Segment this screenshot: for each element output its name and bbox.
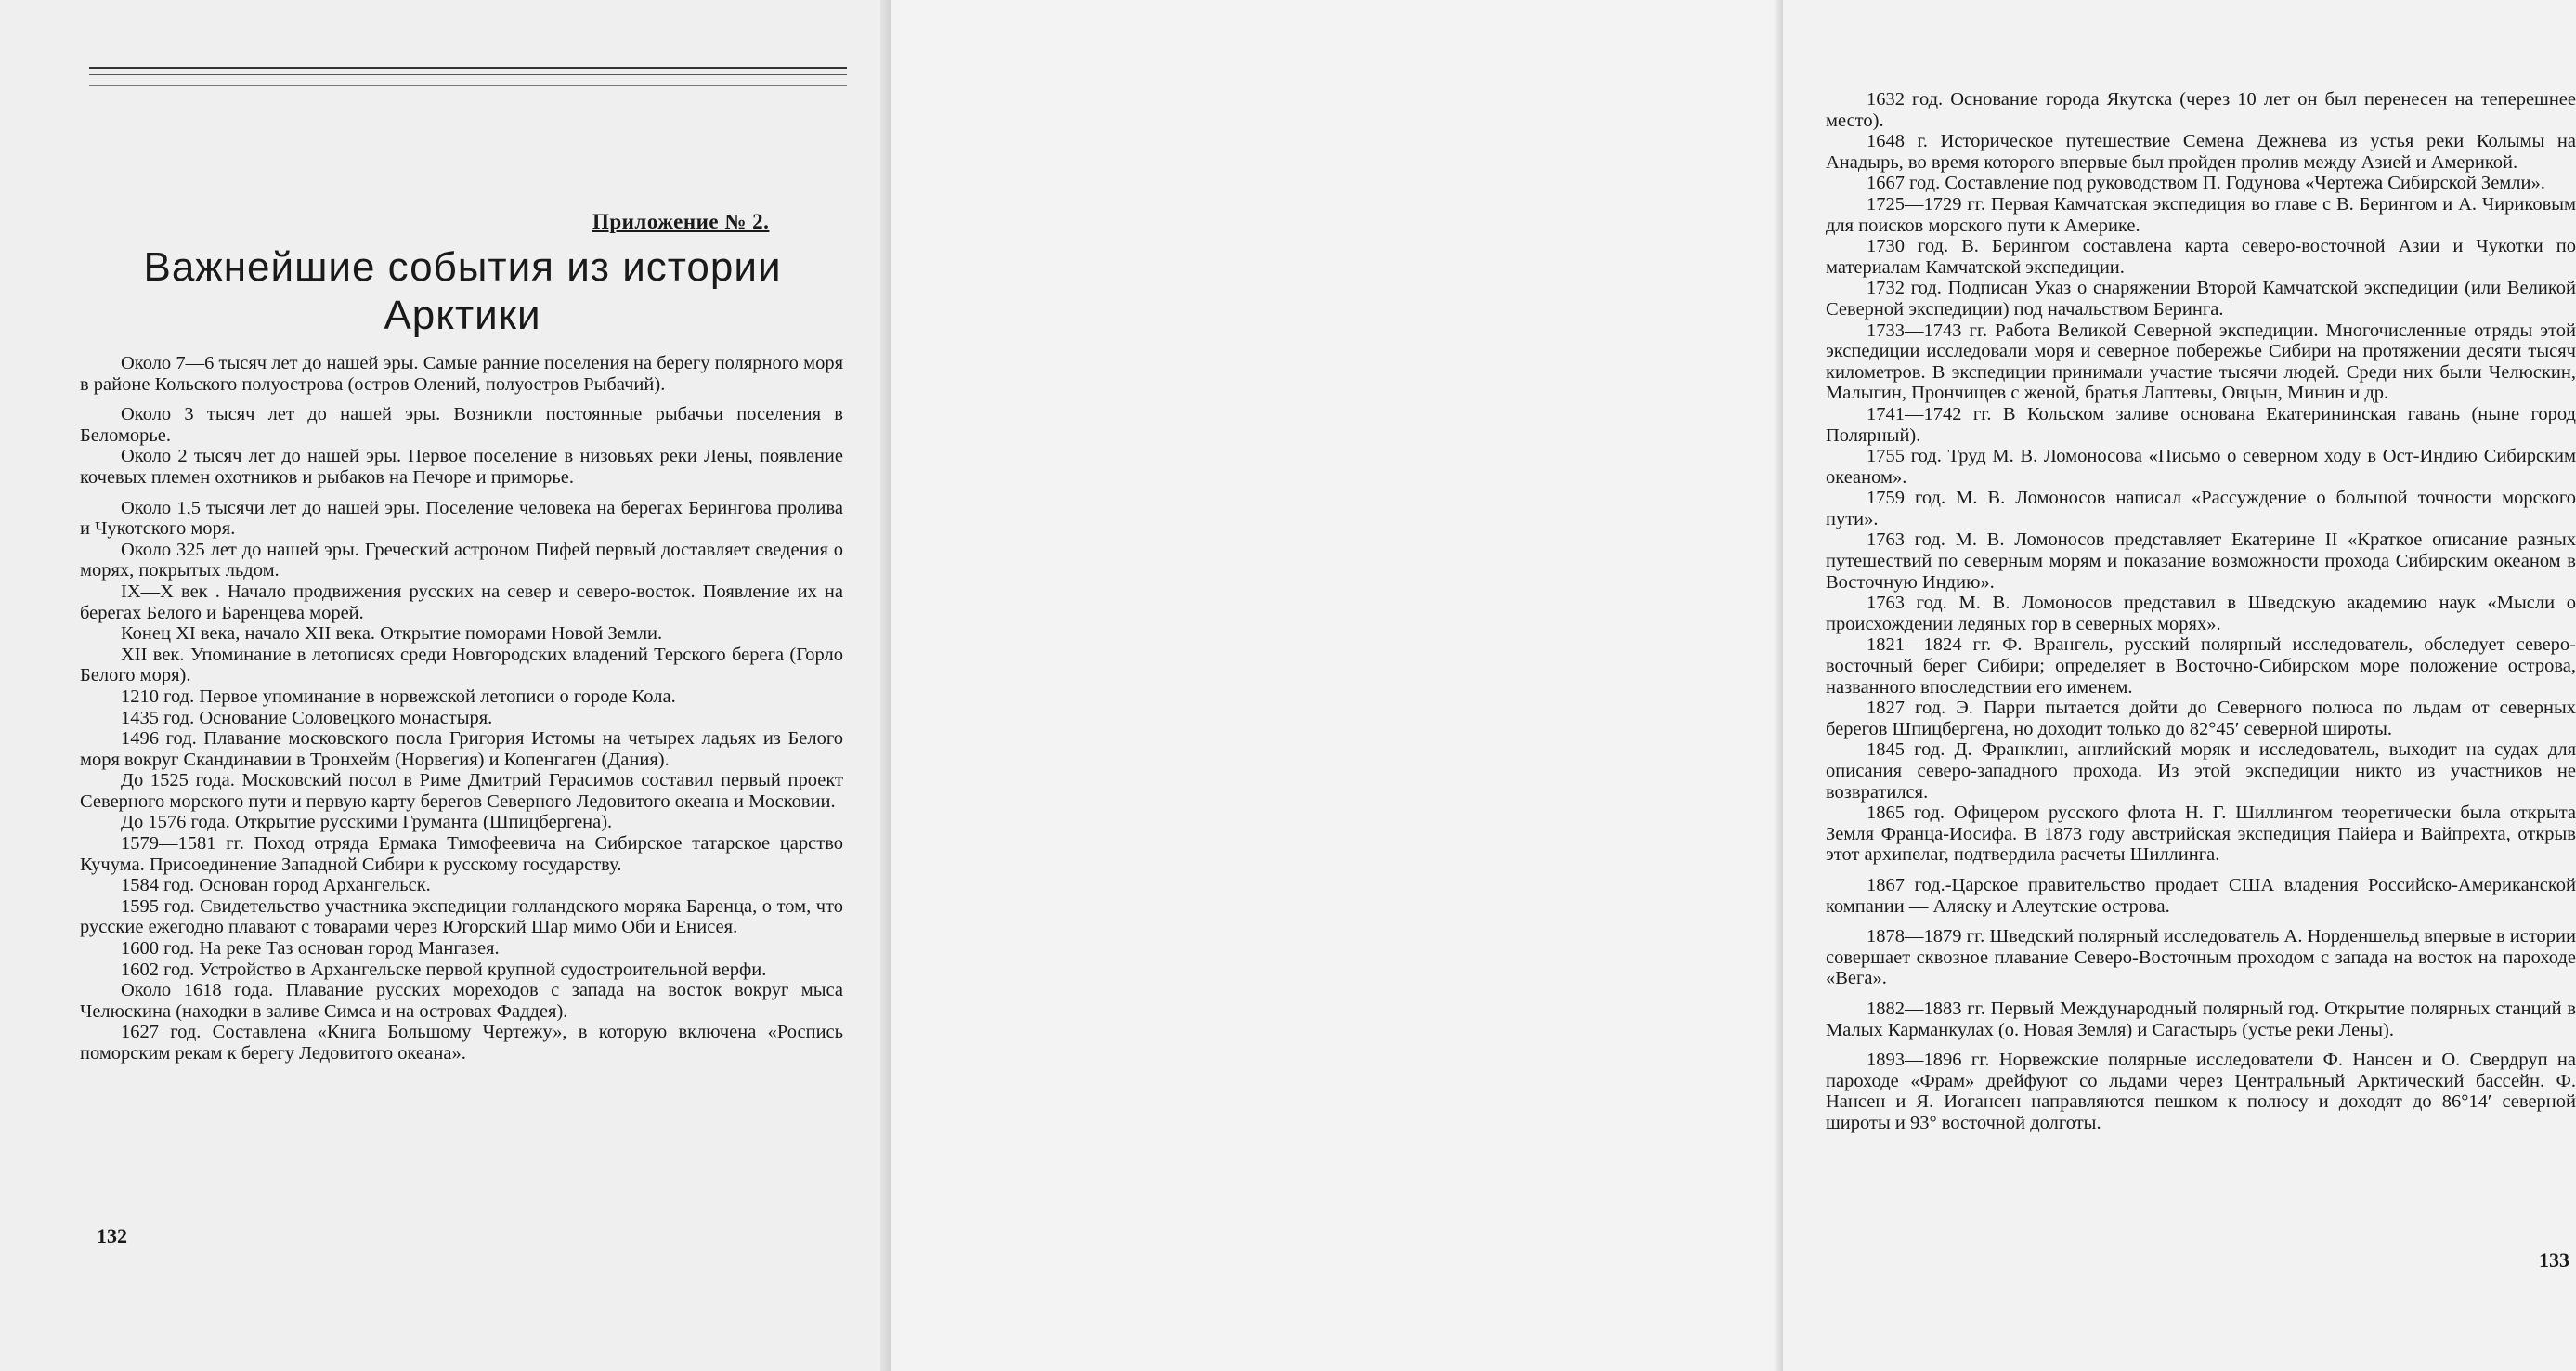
timeline-entry: 1827 год. Э. Парри пытается дойти до Северного полюса по льдам от северных берегов Шпицбергена, но доходит только до 82°45′ северной широты. — [1826, 698, 2576, 739]
timeline-entry: 1602 год. Устройство в Архангельске первой крупной судостроительной верфи. — [121, 959, 767, 980]
right-entries — [1826, 89, 2576, 1134]
timeline-entry: 1865 год. Офицером русского флота Н. Г. Шиллингом теоретически была открыта Земля Франца-Иосифа. В 1873 году австрийская экспедиция Пайера и Вайпрехта, открыв этот архипелаг, подтвердила расчеты Шиллинга. — [1826, 803, 2576, 866]
timeline-entry: 1496 год. Плавание московского посла Григория Истомы на четырех ладьях из Белого моря вокруг Скандинавии в Тронхейм (Норвегия) и Копенгаген (Дания). — [80, 728, 843, 770]
timeline-entry: 1733—1743 гг. Работа Великой Северной экспедиции. Многочисленные отряды этой экспедиции исследовали моря и северное побережье Сибири на протяжении десяти тысяч километров. В экспедиции принимали участие тысячи людей. Среди них были Челюскин, Малыгин, Прончищев с женой, братья Лаптевы, Овцын, Минин и др. — [1826, 320, 2576, 404]
timeline-entry: 1759 год. М. В. Ломоносов написал «Рассуждение о большой точности морского пути». — [1826, 488, 2576, 529]
timeline-entry: Около 1,5 тысячи лет до нашей эры. Поселение человека на берегах Берингова пролива и Чукотского моря. — [80, 497, 843, 540]
header-rule-tertiary — [89, 85, 847, 86]
timeline-entry: 1648 г. Историческое путешествие Семена Дежнева из устья реки Колымы на Анадырь, во время которого впервые был пройден пролив между Азией и Америкой. — [1826, 131, 2576, 173]
timeline-entry: IX—X век . Начало продвижения русских на север и северо-восток. Появление их на берегах Белого и Баренцева морей. — [80, 581, 843, 623]
timeline-entry: 1600 год. На реке Таз основан город Мангазея. — [121, 938, 500, 960]
timeline-entry: 1584 год. Основан город Архангельск. — [121, 875, 431, 896]
header-rule-secondary — [89, 74, 847, 75]
timeline-entry: Около 7—6 тысяч лет до нашей эры. Самые ранние поселения на берегу полярного моря в районе Кольского полуострова (остров Олений, полуостров Рыбачий). — [80, 353, 843, 395]
timeline-entry: Около 3 тысяч лет до нашей эры. Возникли постоянные рыбачьи поселения в Беломорье. — [80, 404, 843, 446]
timeline-entry: 1741—1742 гг. В Кольском заливе основана Екатерининская гавань (ныне город Полярный). — [1826, 403, 2576, 446]
timeline-entry: 1579—1581 гг. Поход отряда Ермака Тимофеевича на Сибирское татарское царство Кучума. Присоединение Западной Сибири к русскому государству. — [80, 833, 843, 875]
timeline-entry: До 1576 года. Открытие русскими Груманта (Шпицбергена). — [121, 812, 613, 833]
timeline-entry: 1763 год. М. В. Ломоносов представил в Шведскую академию наук «Мысли о происхождении ледяных гор в северных морях». — [1826, 593, 2576, 634]
timeline-entry: Около 2 тысяч лет до нашей эры. Первое поселение в низовьях реки Лены, появление кочевых племен охотников и рыбаков на Печоре и приморье. — [80, 446, 843, 488]
timeline-entry: До 1525 года. Московский посол в Риме Дмитрий Герасимов составил первый проект Северного морского пути и первую карту берегов Северного Ледовитого океана и Московии. — [80, 770, 843, 812]
right-page — [891, 0, 2576, 1371]
timeline-entry: 1763 год. М. В. Ломоносов представляет Екатерине II «Краткое описание разных путешествий по северным морям и показание возможности прохода Сибирским океаном в Восточную Индию». — [1826, 529, 2576, 593]
timeline-entry: 1845 год. Д. Франклин, английский моряк и исследователь, выходит на судах для описания северо-западного прохода. Из этой экспедиции никто из участников не возвратился. — [1826, 739, 2576, 803]
left-page — [0, 0, 891, 1371]
header-rule — [89, 67, 847, 69]
timeline-entry: Конец XI века, начало XII века. Открытие поморами Новой Земли. — [121, 623, 663, 645]
timeline-entry: Около 1618 года. Плавание русских мореходов с запада на восток вокруг мыса Челюскина (находки в заливе Симса и на островах Фаддея). — [80, 980, 843, 1022]
timeline-entry: 1730 год. В. Берингом составлена карта северо-восточной Азии и Чукотки по материалам Камчатской экспедиции. — [1826, 236, 2576, 278]
timeline-entry: 1632 год. Основание города Якутска (через 10 лет он был перенесен на теперешнее место). — [1826, 89, 2576, 131]
timeline-entry: Около 325 лет до нашей эры. Греческий астроном Пифей первый доставляет сведения о морях, покрытых льдом. — [80, 539, 843, 581]
timeline-entry: 1755 год. Труд М. В. Ломоносова «Письмо о северном ходу в Ост-Индию Сибирским океаном». — [1826, 446, 2576, 488]
timeline-entry: 1667 год. Составление под руководством П. Годунова «Чертежа Сибирской Земли». — [1867, 173, 2545, 194]
timeline-entry: 1882—1883 гг. Первый Международный полярный год. Открытие полярных станций в Малых Карманкулах (о. Новая Земля) и Сагастырь (устье реки Лены). — [1826, 998, 2576, 1040]
timeline-entry: 1627 год. Составлена «Книга Большому Чертежу», в которую включена «Роспись поморским рекам к берегу Ледовитого океана». — [80, 1022, 843, 1064]
timeline-entry: 1893—1896 гг. Норвежские полярные исследователи Ф. Нансен и О. Свердруп на пароходе «Фрам» дрейфуют со льдами через Центральный Арктический бассейн. Ф. Нансен и Я. Иогансен направляются пешком к полюсу и доходят до 86°14′ северной широты и 93° восточной долготы. — [1826, 1050, 2576, 1133]
timeline-entry: 1821—1824 гг. Ф. Врангель, русский полярный исследователь, обследует северо-восточный берег Сибири; определяет в Восточно-Сибирском море положение острова, названного впоследствии его именем. — [1826, 634, 2576, 698]
left-entries — [80, 353, 843, 1064]
page-edge — [1774, 0, 1783, 1371]
timeline-entry: 1867 год.-Царское правительство продает США владения Российско-Американской компании — Аляску и Алеутские острова. — [1826, 874, 2576, 917]
page-number-left: 132 — [97, 1224, 127, 1247]
timeline-entry: XII век. Упоминание в летописях среди Новгородских владений Терского берега (Горло Белого моря). — [80, 644, 843, 686]
page-title: Важнейшие события из истории Арктики — [143, 244, 782, 338]
timeline-entry: 1435 год. Основание Соловецкого монастыря. — [121, 707, 493, 728]
appendix-label: Приложение № 2. — [592, 210, 770, 233]
page-number-right: 133 — [2539, 1248, 2569, 1272]
timeline-entry: 1732 год. Подписан Указ о снаряжении Второй Камчатской экспедиции (или Великой Северной экспедиции) под начальством Беринга. — [1826, 278, 2576, 320]
timeline-entry: 1725—1729 гг. Первая Камчатская экспедиция во главе с В. Берингом и А. Чириковым для поисков морского пути к Америке. — [1826, 193, 2576, 236]
timeline-entry: 1210 год. Первое упоминание в норвежской летописи о городе Кола. — [121, 686, 676, 707]
timeline-entry: 1595 год. Свидетельство участника экспедиции голландского моряка Баренца, о том, что русские ежегодно плавают с товарами через Югорский Шар мимо Оби и Енисея. — [80, 895, 843, 938]
timeline-entry: 1878—1879 гг. Шведский полярный исследователь А. Норденшельд впервые в истории совершает сквозное плавание Северо-Восточным проходом с запада на восток на пароходе «Вега». — [1826, 926, 2576, 989]
